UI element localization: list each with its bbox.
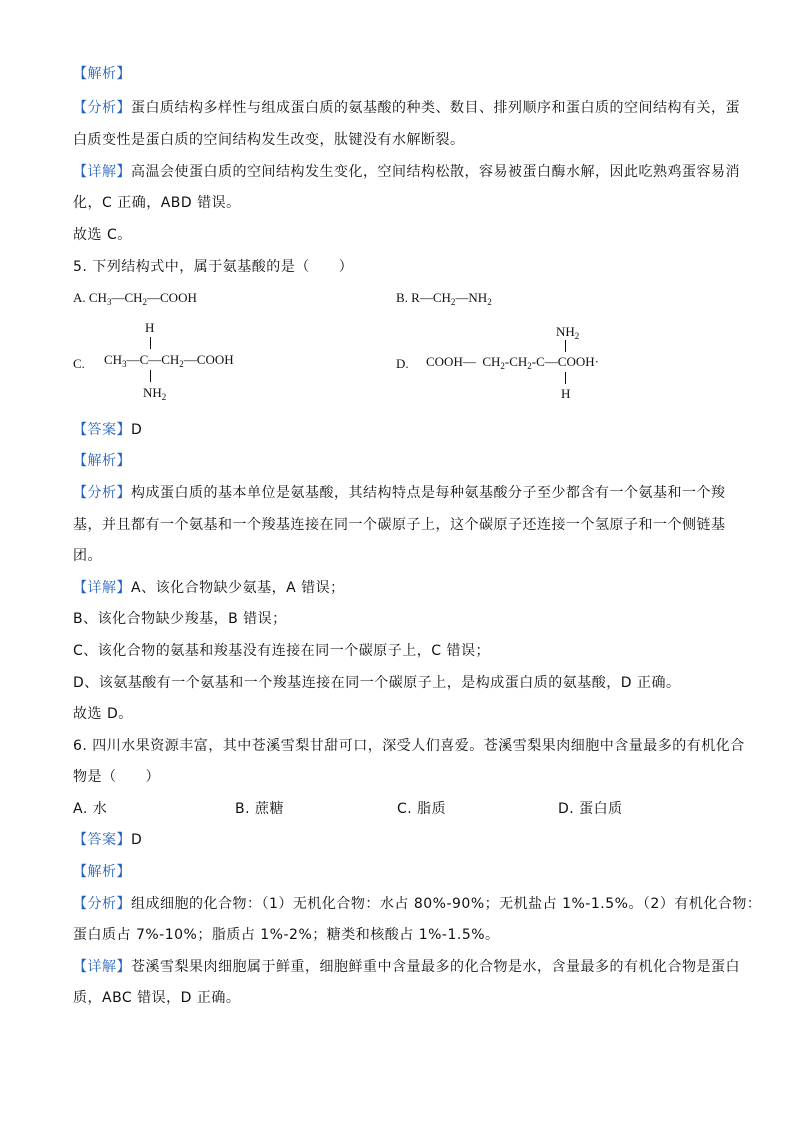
q5-fenxi-line2: 基，并且都有一个氨基和一个羧基连接在同一个碳原子上，这个碳原子还连接一个氢原子和一个侧链基 (73, 517, 726, 533)
q5-fenxi-text1: 构成蛋白质的基本单位是氨基酸，其结构特点是每种氨基酸分子至少都含有一个氨基和一个羧 (131, 485, 726, 501)
q5-xiangjie-a: A、该化合物缺少氨基，A 错误； (131, 580, 345, 596)
q5-option-b-label: B. (396, 290, 408, 305)
q6-fenxi-line2: 蛋白质占 7%-10%；脂质占 1%-2%；糖类和核酸占 1%-1.5%。 (73, 927, 500, 943)
q5-fenxi-line1 (73, 483, 726, 503)
q4-fenxi-line1 (73, 98, 740, 118)
q4-xiangjie-line2: 化，C 正确，ABD 错误。 (73, 195, 241, 211)
q6-fenxi-tag: 【分析】 (73, 896, 131, 912)
q4-xiangjie-line1 (73, 162, 740, 182)
q5-answer (73, 420, 142, 440)
q6-answer-value: D (131, 832, 143, 848)
q4-analysis-header: 【解析】 (73, 66, 131, 82)
q5-analysis-header: 【解析】 (73, 453, 131, 469)
q6-xiangjie-tag: 【详解】 (73, 959, 131, 975)
q5-option-c-bottom-bond (150, 370, 151, 382)
q5-option-d-main: COOH— $CH_2-CH_2-C—COOH\cdot$ (426, 354, 599, 371)
q5-option-b-formula: $R—CH_2—NH_2$ (411, 290, 492, 307)
q6-fenxi-text1: 组成细胞的化合物：（1）无机化合物：水占 80%-90%；无机盐占 1%-1.5%。（2）有机化合物： (131, 896, 762, 912)
q6-answer-tag: 【答案】 (73, 832, 131, 848)
q6-stem-line2: 物是（ ） (73, 769, 160, 785)
q5-xiangjie-b: B、该化合物缺少羧基，B 错误； (73, 611, 287, 627)
q5-xiangjie-d: D、该氨基酸有一个氨基和一个羧基连接在同一个碳原子上，是构成蛋白质的氨基酸，D 正确。 (73, 675, 681, 691)
q6-option-d: D. 蛋白质 (558, 801, 623, 817)
q4-fenxi-tag: 【分析】 (73, 100, 131, 116)
q4-fenxi-line2: 白质变性是蛋白质的空间结构发生改变，肽键没有水解断裂。 (73, 132, 465, 148)
q5-answer-tag: 【答案】 (73, 422, 131, 438)
q5-option-c-top-bond (150, 337, 151, 349)
q4-fenxi-text1: 蛋白质结构多样性与组成蛋白质的氨基酸的种类、数目、排列顺序和蛋白质的空间结构有关，蛋 (131, 100, 740, 116)
q5-xiangjie-c: C、该化合物的氨基和羧基没有连接在同一个碳原子上，C 错误； (73, 643, 490, 659)
q6-option-b: B. 蔗糖 (235, 801, 285, 817)
q6-analysis-header: 【解析】 (73, 864, 131, 880)
q5-option-d-bottom-bond (565, 372, 566, 384)
q4-choice: 故选 C。 (73, 227, 132, 243)
q5-choice: 故选 D。 (73, 706, 133, 722)
q5-option-d-bottom-h: H (561, 386, 571, 401)
q5-xiangjie-line1 (73, 578, 345, 598)
q5-option-c-bottom-nh2: $NH_2$ (143, 385, 167, 402)
q5-option-a (73, 290, 197, 306)
q6-option-c: C. 脂质 (397, 801, 447, 817)
q5-fenxi-tag: 【分析】 (73, 485, 131, 501)
q6-xiangjie-line1 (73, 957, 740, 977)
q5-option-d-top-bond (565, 340, 566, 352)
q5-xiangjie-tag: 【详解】 (73, 580, 131, 596)
q6-stem-line1: 6. 四川水果资源丰富，其中苍溪雪梨甘甜可口，深受人们喜爱。苍溪雪梨果肉细胞中含量最多的有机化合 (73, 738, 745, 754)
q5-option-d-top-nh2: $NH_2$ (556, 324, 580, 341)
q5-option-c-main: $CH_3—C—CH_2—COOH$ (104, 352, 234, 369)
q6-xiangjie-line2: 质，ABC 错误，D 正确。 (73, 990, 241, 1006)
q5-option-a-formula: $CH_3—CH_2—COOH$ (88, 290, 197, 307)
q6-option-a: A. 水 (73, 801, 108, 817)
q5-option-a-label: A. (73, 290, 86, 305)
q6-answer (73, 830, 142, 850)
q5-answer-value: D (131, 422, 143, 438)
q6-fenxi-line1 (73, 894, 761, 914)
q5-option-d-label: D. (396, 356, 409, 371)
q4-xiangjie-tag: 【详解】 (73, 164, 131, 180)
q5-option-c-top-h: H (145, 320, 155, 335)
q4-xiangjie-text1: 高温会使蛋白质的空间结构发生变化，空间结构松散，容易被蛋白酶水解，因此吃熟鸡蛋容易消 (131, 164, 740, 180)
q5-stem: 5. 下列结构式中，属于氨基酸的是（ ） (73, 259, 354, 275)
q5-option-c-label: C. (73, 356, 85, 371)
q5-fenxi-line3: 团。 (73, 548, 102, 564)
q6-xiangjie-text1: 苍溪雪梨果肉细胞属于鲜重，细胞鲜重中含量最多的化合物是水，含量最多的有机化合物是蛋白 (131, 959, 740, 975)
q5-option-b (396, 290, 492, 306)
